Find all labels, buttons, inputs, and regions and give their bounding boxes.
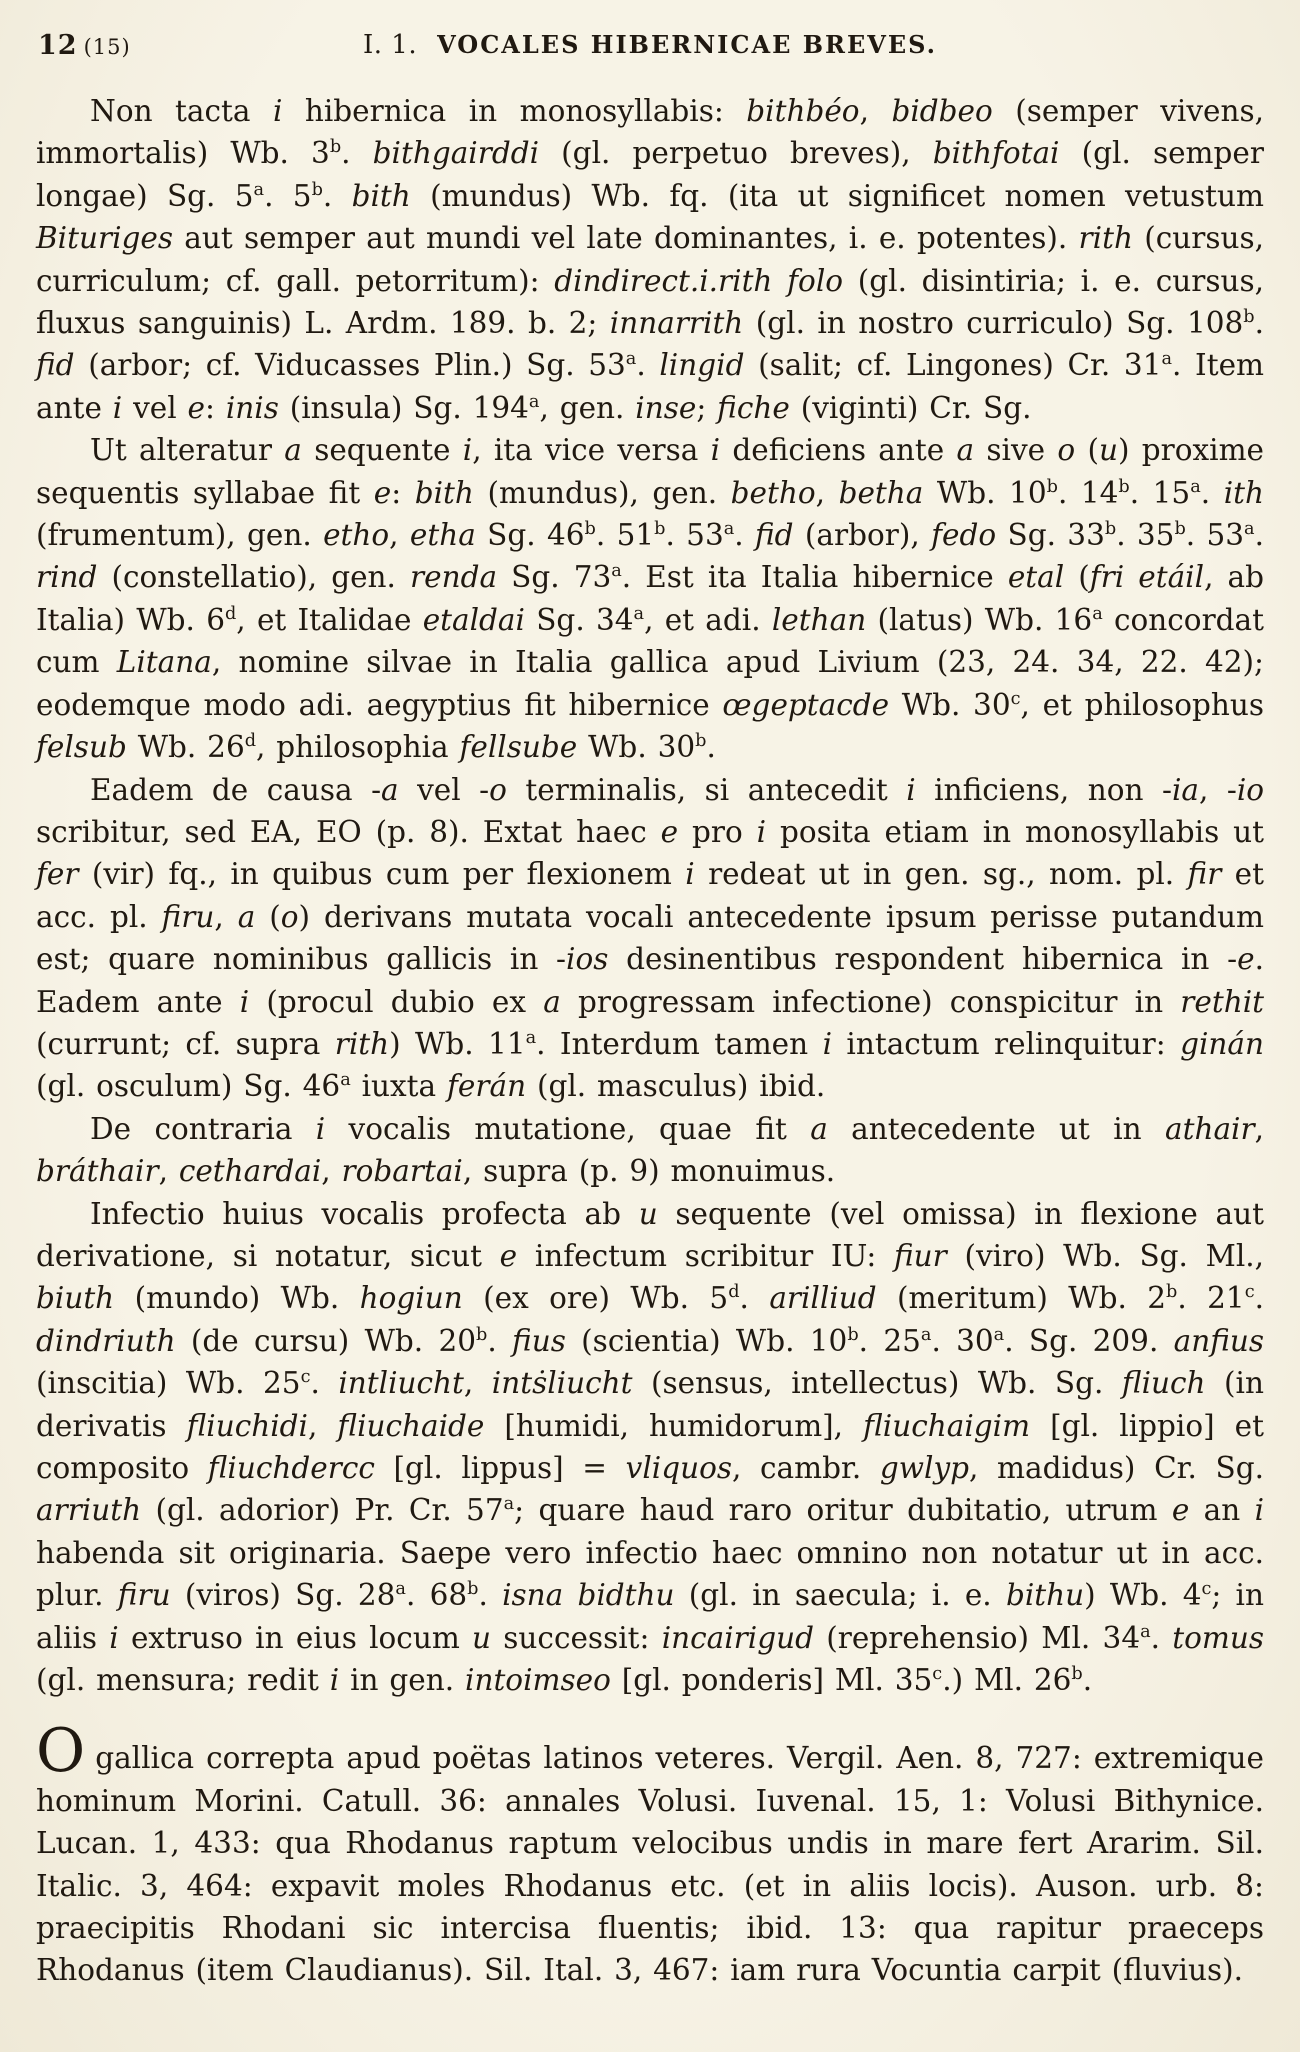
italic-term: fliuchaide: [337, 1408, 485, 1443]
italic-term: felsub: [36, 730, 127, 765]
paragraph: Ogallica correpta apud poëtas latinos veteres. Vergil. Aen. 8, 727: extremique hominum Morini. Catull. 36: annales Volusi. Iuvenal. 15, 1: Volusi Bithynice. Lucan. 1, 433: qua Rhodanus raptum velocibus undis in mare fert Ararim. Sil. Italic. 3, 464: expavit moles Rhodanus etc. (et in aliis locis). Auson. urb. 8: praecipitis Rhodani sic intercisa fluentis; ibid. 13: qua rapitur praeceps Rhodanus (item Claudianus). Sil. Ital. 3, 467: iam rura Vocuntia carpit (fluvius).: [36, 1716, 1264, 1988]
manuscript-superscript: b: [1118, 476, 1130, 497]
manuscript-superscript: b: [1071, 1664, 1083, 1685]
italic-term: a: [543, 984, 561, 1019]
italic-term: biuth: [36, 1281, 115, 1316]
manuscript-superscript: b: [1174, 519, 1186, 540]
italic-term: fri etáil: [1089, 560, 1205, 595]
italic-term: i: [685, 857, 695, 892]
italic-term: anfius: [1173, 1323, 1265, 1358]
italic-term: isna bidthu: [502, 1578, 675, 1613]
section-number: I. 1.: [362, 30, 418, 60]
italic-term: renda: [410, 560, 498, 595]
paragraph: Eadem de causa -a vel -o terminalis, si antecedit i inficiens, non -ia, -io scribitur, sed EA, EO (p. 8). Extat haec e pro i posita etiam in monosyllabis ut fer (vir) fq., in quibus cum per flexionem i redeat ut in gen. sg., nom. pl. fir et acc. pl. firu, a (o) derivans mutata vocali antecedente ipsum perisse putandum est; quare nominibus gallicis in -ios desinentibus respondent hibernica in -e. Eadem ante i (procul dubio ex a progressam infectione) conspicitur in rethit (currunt; cf. supra rith) Wb. 11$^a$. Interdum tamen i intactum relinquitur: ginán (gl. osculum) Sg. 46$^a$ iuxta ferán (gl. masculus) ibid.: [36, 772, 1265, 1104]
italic-term: i: [315, 1111, 326, 1146]
italic-term: vliquos: [625, 1451, 732, 1485]
manuscript-superscript: b: [654, 519, 666, 540]
italic-term: e: [187, 390, 206, 425]
italic-term: fiur: [893, 1238, 947, 1273]
manuscript-superscript: a: [1190, 476, 1201, 497]
manuscript-superscript: a: [525, 1028, 537, 1049]
italic-term: incairigud: [661, 1620, 814, 1655]
italic-term: i: [272, 94, 283, 128]
manuscript-superscript: b: [1166, 1282, 1178, 1303]
chapter-title: VOCALES HIBERNICAE BREVES.: [437, 30, 938, 59]
italic-term: betho: [730, 475, 816, 510]
manuscript-superscript: a: [395, 1579, 406, 1600]
manuscript-superscript: b: [1104, 519, 1117, 540]
italic-term: fir: [1187, 857, 1222, 892]
italic-term: bráthair: [36, 1154, 159, 1189]
manuscript-superscript: a: [528, 392, 540, 413]
italic-term: fliuchidi: [186, 1408, 308, 1443]
italic-term: i: [822, 1026, 832, 1061]
italic-term: arilliud: [769, 1281, 877, 1316]
italic-term: o: [1057, 433, 1076, 468]
manuscript-superscript: a: [723, 519, 735, 540]
manuscript-superscript: b: [1243, 307, 1255, 328]
italic-term: lingid: [659, 348, 745, 383]
italic-term: gwlyp: [879, 1451, 969, 1485]
italic-term: ia: [1171, 772, 1199, 807]
italic-term: intoimseo: [465, 1663, 611, 1698]
italic-term: i: [329, 1663, 340, 1698]
italic-term: i: [112, 390, 123, 425]
italic-term: innarrith: [609, 306, 744, 341]
italic-term: bith: [414, 475, 474, 510]
italic-term: fliuch: [1121, 1366, 1206, 1401]
italic-term: bithgairddi: [372, 136, 540, 171]
manuscript-superscript: a: [625, 349, 637, 370]
italic-term: intliucht: [338, 1366, 464, 1401]
italic-term: inis: [225, 390, 279, 425]
italic-term: fer: [36, 857, 79, 892]
italic-term: Bituriges: [36, 221, 173, 256]
manuscript-superscript: a: [633, 604, 645, 625]
italic-term: a: [284, 433, 302, 468]
italic-term: i: [756, 814, 767, 849]
manuscript-superscript: a: [340, 1070, 351, 1091]
italic-term: e: [1171, 1493, 1190, 1528]
italic-term: a: [381, 772, 399, 807]
manuscript-superscript: c: [1010, 688, 1021, 709]
italic-term: i: [462, 433, 473, 468]
manuscript-superscript: a: [920, 1324, 932, 1345]
manuscript-superscript: b: [311, 179, 323, 200]
manuscript-superscript: a: [1092, 604, 1103, 625]
italic-term: arriuth: [36, 1493, 142, 1528]
italic-term: fiche: [717, 390, 790, 425]
paragraph: Ut alteratur a sequente i, ita vice versa i deficiens ante a sive o (u) proxime sequentis syllabae fit e: bith (mundus), gen. betho, betha Wb. 10$^b$. 14$^b$. 15$^a$. ith (frumentum), gen. etho, etha Sg. 46$^b$. 51$^b$. 53$^a$. fid (arbor), fedo Sg. 33$^b$. 35$^b$. 53$^a$. rind (constellatio), gen. renda Sg. 73$^a$. Est ita Italia hibernice etal (fri etáil, ab Italia) Wb. 6$^d$, et Italidae etaldai Sg. 34$^a$, et adi. lethan (latus) Wb. 16$^a$ concordat cum Litana, nomine silvae in Italia gallica apud Livium (23, 24. 34, 22. 42); eodemque modo adi. aegyptius fit hibernice œgeptacde Wb. 30$^c$, et philosophus felsub Wb. 26$^d$, philosophia fellsube Wb. 30$^b$.: [36, 433, 1265, 765]
page-number-main: 12: [38, 30, 78, 61]
italic-term: i: [1254, 1493, 1265, 1528]
italic-term: Litana: [116, 645, 212, 680]
italic-term: o: [280, 899, 299, 934]
italic-term: dindriuth: [36, 1323, 176, 1358]
manuscript-superscript: c: [1244, 1282, 1255, 1303]
manuscript-superscript: a: [611, 561, 622, 582]
italic-term: rind: [36, 560, 98, 595]
italic-term: rith: [1078, 221, 1133, 256]
manuscript-superscript: d: [728, 1282, 740, 1303]
italic-term: a: [956, 433, 975, 468]
italic-term: e: [373, 475, 392, 510]
manuscript-superscript: b: [1046, 476, 1058, 497]
manuscript-superscript: c: [300, 1367, 311, 1388]
manuscript-superscript: d: [244, 731, 257, 752]
large-initial: O: [36, 1716, 86, 1787]
italic-term: rethit: [1180, 984, 1264, 1019]
manuscript-superscript: d: [224, 604, 237, 625]
italic-term: firu: [161, 899, 215, 934]
italic-term: etal: [1007, 560, 1065, 595]
manuscript-superscript: a: [253, 179, 265, 200]
paragraph: De contraria i vocalis mutatione, quae fit a antecedente ut in athair, bráthair, cethardai, robartai, supra (p. 9) monuimus.: [36, 1111, 1264, 1189]
folio-number: (15): [83, 35, 131, 59]
italic-term: ferán: [447, 1069, 527, 1104]
page-header: [36, 26, 1264, 72]
italic-term: cethardai: [178, 1154, 322, 1189]
italic-term: u: [1098, 433, 1118, 468]
italic-term: ith: [1223, 475, 1264, 510]
italic-term: i: [906, 772, 916, 807]
italic-term: tomus: [1172, 1620, 1264, 1655]
italic-term: dindirect.i.rith folo: [554, 263, 844, 298]
manuscript-superscript: b: [695, 731, 707, 752]
manuscript-superscript: b: [476, 1324, 488, 1345]
italic-term: e: [660, 814, 679, 849]
italic-term: fid: [36, 348, 75, 383]
italic-term: etaldai: [422, 602, 525, 637]
paragraph: Infectio huius vocalis profecta ab u sequente (vel omissa) in flexione aut derivatione, si notatur, sicut e infectum scribitur IU: fiur (viro) Wb. Sg. Ml., biuth (mundo) Wb. hogiun (ex ore) Wb. 5$^d$. arilliud (meritum) Wb. 2$^b$. 21$^c$. dindriuth (de cursu) Wb. 20$^b$. fius (scientia) Wb. 10$^b$. 25$^a$. 30$^a$. Sg. 209. anfius (inscitia) Wb. 25$^c$. intliucht, intṡliucht (sensus, intellectus) Wb. Sg. fliuch (in derivatis fliuchidi, fliuchaide [humidi, humidorum], fliuchaigim [gl. lippio] et composito fliuchdercc [gl. lippus] = vliquos, cambr. gwlyp, madidus) Cr. Sg. arriuth (gl. adorior) Pr. Cr. 57$^a$; quare haud raro oritur dubitatio, utrum e an i habenda sit originaria. Saepe vero infectio haec omnino non notatur ut in acc. plur. firu (viros) Sg. 28$^a$. 68$^b$. isna bidthu (gl. in saecula; i. e. bithu) Wb. 4$^c$; in aliis i extruso in eius locum u successit: incairigud (reprehensio) Ml. 34$^a$. tomus (gl. mensura; redit i in gen. intoimseo [gl. ponderis] Ml. 35$^c$.) Ml. 26$^b$.: [36, 1196, 1265, 1698]
manuscript-superscript: a: [1140, 1621, 1151, 1642]
manuscript-superscript: c: [1201, 1579, 1212, 1600]
page-body: [36, 90, 1264, 1992]
italic-term: bithfotai: [932, 136, 1060, 171]
paragraph: Non tacta i hibernica in monosyllabis: bithbéo, bidbeo (semper vivens, immortalis) Wb. 3$^b$. bithgairddi (gl. perpetuo breves), bithfotai (gl. semper longae) Sg. 5$^a$. 5$^b$. bith (mundus) Wb. fq. (ita ut significet nomen vetustum Bituriges aut semper aut mundi vel late dominantes, i. e. potentes). rith (cursus, curriculum; cf. gall. petorritum): dindirect.i.rith folo (gl. disintiria; i. e. cursus, fluxus sanguinis) L. Ardm. 189. b. 2; innarrith (gl. in nostro curriculo) Sg. 108$^b$. fid (arbor; cf. Viducasses Plin.) Sg. 53$^a$. lingid (salit; cf. Lingones) Cr. 31$^a$. Item ante i vel e: inis (insula) Sg. 194$^a$, gen. inse; fiche (viginti) Cr. Sg.: [36, 94, 1265, 425]
italic-term: ginán: [1180, 1026, 1265, 1061]
italic-term: ios: [566, 942, 609, 977]
italic-term: athair: [1165, 1111, 1255, 1146]
italic-term: bithbéo: [746, 94, 860, 128]
italic-term: bith: [351, 178, 411, 213]
manuscript-superscript: a: [993, 1324, 1005, 1345]
manuscript-superscript: b: [584, 519, 596, 540]
italic-term: fliuchdercc: [207, 1451, 375, 1485]
italic-term: i: [710, 433, 721, 468]
italic-term: lethan: [771, 602, 867, 637]
manuscript-superscript: c: [932, 1664, 943, 1685]
italic-term: bidbeo: [891, 94, 993, 128]
italic-term: rith: [334, 1026, 390, 1061]
italic-term: fliuchaigim: [863, 1408, 1031, 1443]
italic-term: e: [1237, 942, 1255, 977]
italic-term: o: [489, 772, 507, 807]
italic-term: robartai: [341, 1154, 463, 1189]
italic-term: fid: [755, 518, 794, 553]
italic-term: fellsube: [459, 730, 578, 765]
manuscript-superscript: b: [467, 1579, 479, 1600]
italic-term: e: [499, 1238, 518, 1273]
manuscript-superscript: b: [847, 1324, 859, 1345]
manuscript-superscript: a: [1244, 519, 1255, 540]
italic-term: etho: [323, 518, 390, 553]
italic-term: hogiun: [359, 1281, 463, 1316]
italic-term: intṡliucht: [491, 1366, 633, 1401]
italic-term: i: [109, 1620, 119, 1655]
italic-term: inse: [635, 390, 697, 425]
italic-term: u: [472, 1620, 492, 1655]
italic-term: i: [239, 984, 250, 1019]
italic-term: fedo: [931, 518, 997, 553]
manuscript-superscript: a: [503, 1494, 515, 1515]
italic-term: bithu: [1005, 1578, 1085, 1613]
italic-term: u: [638, 1196, 658, 1231]
manuscript-superscript: a: [1161, 349, 1173, 370]
italic-term: betha: [838, 475, 924, 510]
italic-term: a: [237, 899, 256, 934]
italic-term: fius: [512, 1323, 566, 1358]
manuscript-superscript: b: [329, 137, 342, 158]
italic-term: a: [810, 1111, 828, 1146]
running-title: [36, 26, 1264, 60]
page-number: [38, 30, 131, 61]
italic-term: etha: [409, 518, 476, 553]
italic-term: io: [1236, 772, 1265, 807]
italic-term: œgeptacde: [722, 687, 890, 722]
italic-term: firu: [117, 1578, 171, 1613]
